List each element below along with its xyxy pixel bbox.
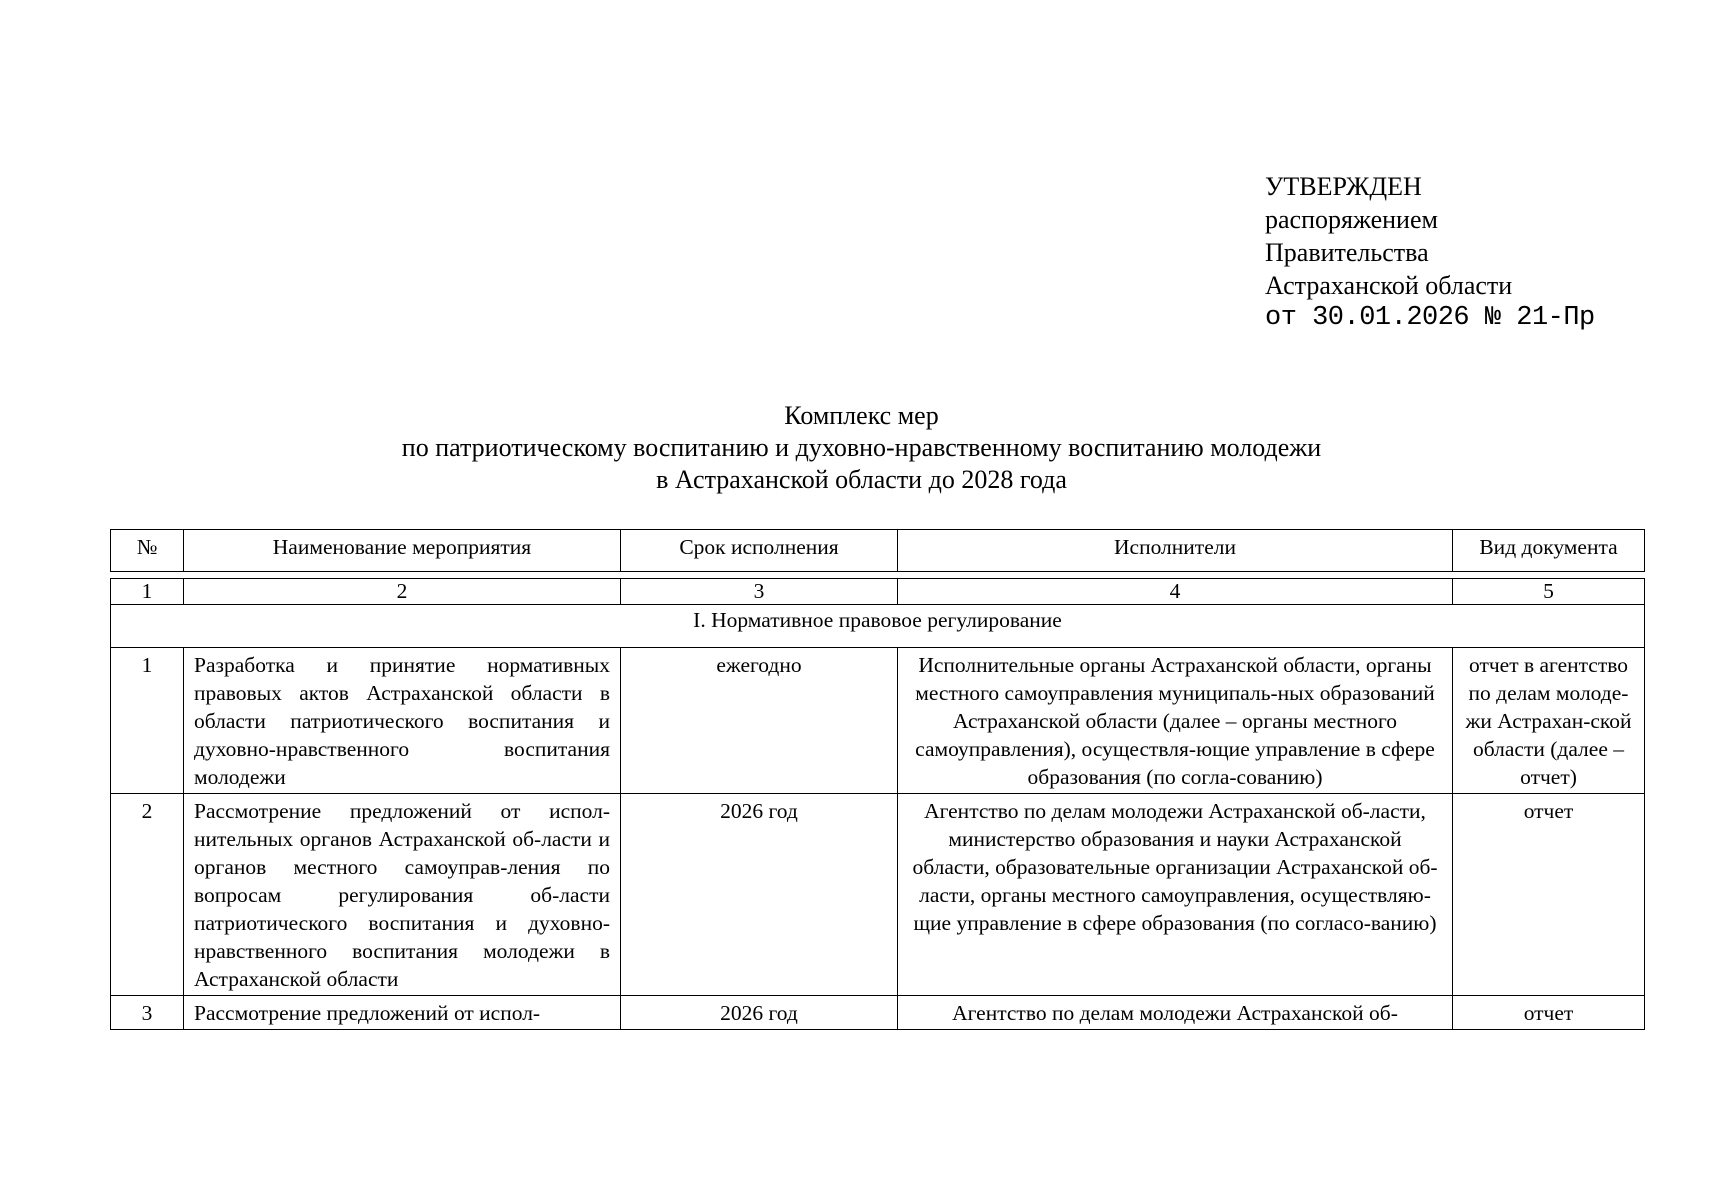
measure-executors: Агентство по делам молодежи Астраханской об-ласти, министерство образования и науки Астраханской области, образовательные организации Астраханской об-ласти, органы местного самоуправления, осуществляю-щие управление в сфере образования (по согласо-ванию) bbox=[898, 794, 1453, 996]
header-cell-name: Наименование мероприятия bbox=[184, 530, 621, 572]
header-row bbox=[111, 530, 1645, 572]
measures-table bbox=[110, 578, 1645, 1030]
measure-term: ежегодно bbox=[621, 648, 898, 794]
table-row bbox=[111, 996, 1645, 1030]
approval-status: УТВЕРЖДЕН bbox=[1265, 172, 1422, 201]
section-row bbox=[111, 605, 1645, 648]
measure-term: 2026 год bbox=[621, 996, 898, 1030]
header-cell-executors: Исполнители bbox=[898, 530, 1453, 572]
measure-document: отчет в агентство по делам молоде-жи Астрахан-ской области (далее – отчет) bbox=[1453, 648, 1645, 794]
title-line-1: Комплекс мер bbox=[784, 401, 939, 430]
measure-name: Разработка и принятие нормативных правовых актов Астраханской области в области патриотического воспитания и духовно-нравственного воспитания молодежи bbox=[184, 648, 621, 794]
measure-document: отчет bbox=[1453, 996, 1645, 1030]
column-numbers-row bbox=[111, 579, 1645, 605]
row-number: 3 bbox=[111, 996, 184, 1030]
approval-by: распоряжением bbox=[1265, 205, 1438, 234]
header-cell-number: № bbox=[111, 530, 184, 572]
row-number: 1 bbox=[111, 648, 184, 794]
approval-region: Астраханской области bbox=[1265, 271, 1513, 300]
measure-executors: Агентство по делам молодежи Астраханской об- bbox=[898, 996, 1453, 1030]
measure-executors: Исполнительные органы Астраханской области, органы местного самоуправления муниципаль-ных образований Астраханской области (далее – органы местного самоуправления), осуществля-ющие управление в сфере образования (по согла-сованию) bbox=[898, 648, 1453, 794]
column-number: 1 bbox=[111, 579, 184, 605]
table-row bbox=[111, 794, 1645, 996]
row-number: 2 bbox=[111, 794, 184, 996]
title-line-3: в Астраханской области до 2028 года bbox=[656, 465, 1067, 494]
measure-name: Рассмотрение предложений от испол- bbox=[184, 996, 621, 1030]
measure-term: 2026 год bbox=[621, 794, 898, 996]
document-title bbox=[110, 400, 1613, 496]
column-number: 5 bbox=[1453, 579, 1645, 605]
header-cell-term: Срок исполнения bbox=[621, 530, 898, 572]
header-cell-document: Вид документа bbox=[1453, 530, 1645, 572]
measure-document: отчет bbox=[1453, 794, 1645, 996]
column-number: 4 bbox=[898, 579, 1453, 605]
title-line-2: по патриотическому воспитанию и духовно-нравственному воспитанию молодежи bbox=[401, 433, 1322, 462]
table-header bbox=[110, 529, 1645, 572]
approval-authority: Правительства bbox=[1265, 238, 1429, 267]
column-number: 2 bbox=[184, 579, 621, 605]
approval-block bbox=[1265, 170, 1595, 335]
measure-name: Рассмотрение предложений от испол-нительных органов Астраханской об-ласти и органов местного самоуправ-ления по вопросам регулирования об-ласти патриотического воспитания и духовно-нравственного воспитания молодежи в Астраханской области bbox=[184, 794, 621, 996]
table-row bbox=[111, 648, 1645, 794]
column-number: 3 bbox=[621, 579, 898, 605]
section-title: I. Нормативное правовое регулирование bbox=[111, 605, 1645, 648]
approval-date-number: от 30.01.2026 № 21-Пр bbox=[1265, 303, 1595, 333]
